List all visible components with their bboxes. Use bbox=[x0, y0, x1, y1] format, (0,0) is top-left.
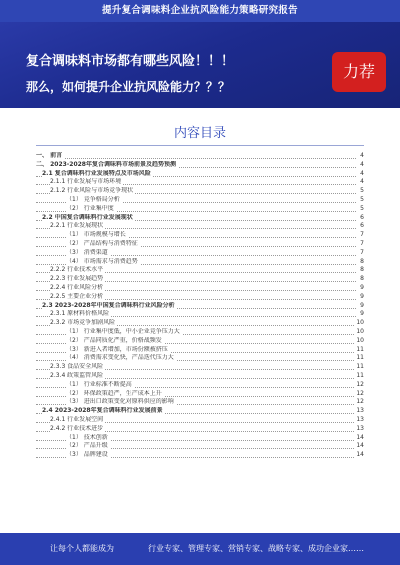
toc-entry-text: 2.3 2023-2028年中国复合调味料行业风险分析 bbox=[42, 301, 175, 309]
toc-entry-text: 2.4.1 行业发展空间 bbox=[50, 415, 104, 423]
toc-entry[interactable] bbox=[36, 214, 364, 223]
toc-entry-page: 13 bbox=[356, 407, 364, 415]
toc-entry-page: 7 bbox=[360, 239, 364, 247]
toc-entry-text: （2） 产品同质化严重，价格战频发 bbox=[66, 336, 162, 344]
toc-entry-page: 14 bbox=[356, 433, 364, 441]
toc-entry[interactable] bbox=[36, 310, 364, 319]
toc-entry-page: 11 bbox=[356, 354, 364, 362]
toc-entry-text: （3） 进出口政策变化对原料供应的影响 bbox=[66, 398, 174, 406]
toc-entry-text: 2.3.3 食品安全风险 bbox=[50, 363, 104, 371]
toc-entry-text: 一、 前言 bbox=[36, 152, 63, 159]
toc-entry-page: 13 bbox=[356, 424, 364, 432]
toc-entry-page: 9 bbox=[360, 292, 364, 300]
banner-question-strategy: 那么，如何提升企业抗风险能力？？？ bbox=[26, 80, 231, 94]
toc-entry-page: 11 bbox=[356, 371, 364, 379]
toc-entry-text: 2.4 2023-2028年复合调味料行业发展前景 bbox=[42, 407, 163, 415]
toc-entry-text: （2） 产品升级 bbox=[66, 442, 108, 450]
toc-entry-text: （2） 环保政策趋严，生产成本上升 bbox=[66, 389, 162, 397]
toc-leader-dots bbox=[36, 158, 356, 159]
toc-entry-text: 2.2 中国复合调味料行业发展现状 bbox=[42, 213, 133, 221]
toc-entry-text: 2.1.1 行业发展与市场环境 bbox=[50, 178, 122, 186]
table-of-contents bbox=[36, 152, 364, 460]
toc-entry[interactable] bbox=[36, 240, 364, 249]
toc-entry[interactable] bbox=[36, 178, 364, 187]
toc-entry[interactable] bbox=[36, 161, 364, 170]
toc-entry-page: 12 bbox=[356, 380, 364, 388]
toc-entry-page: 7 bbox=[360, 231, 364, 239]
toc-entry[interactable] bbox=[36, 381, 364, 390]
toc-entry-page: 5 bbox=[360, 204, 364, 212]
toc-entry[interactable] bbox=[36, 416, 364, 425]
toc-entry-text: （1） 行业集中度低，中小企业竞争压力大 bbox=[66, 327, 180, 335]
hero-banner bbox=[0, 22, 400, 108]
toc-entry-page: 14 bbox=[356, 451, 364, 459]
toc-entry-page: 7 bbox=[360, 248, 364, 256]
toc-entry[interactable] bbox=[36, 390, 364, 399]
toc-entry[interactable] bbox=[36, 170, 364, 179]
toc-entry-text: （4） 消费需求变化快，产品迭代压力大 bbox=[66, 354, 174, 362]
toc-entry[interactable] bbox=[36, 434, 364, 443]
toc-entry-page: 5 bbox=[360, 187, 364, 195]
toc-entry-text: （3） 消费渠道 bbox=[66, 248, 108, 256]
toc-entry-text: （1） 市场规模与增长 bbox=[66, 231, 126, 239]
toc-entry[interactable] bbox=[36, 337, 364, 346]
toc-entry-page: 8 bbox=[360, 257, 364, 265]
report-title-bar: 提升复合调味料企业抗风险能力策略研究报告 bbox=[0, 0, 400, 22]
toc-entry-page: 4 bbox=[360, 160, 364, 168]
toc-entry-text: （3） 品牌建设 bbox=[66, 451, 108, 459]
toc-entry-text: （1） 技术创新 bbox=[66, 433, 108, 441]
toc-entry-text: 2.1 复合调味料行业发展特点及市场风险 bbox=[42, 169, 151, 177]
toc-entry-page: 8 bbox=[360, 275, 364, 283]
toc-entry[interactable] bbox=[36, 363, 364, 372]
toc-entry-text: 2.4.2 行业技术进步 bbox=[50, 424, 104, 432]
toc-entry[interactable] bbox=[36, 328, 364, 337]
toc-entry[interactable] bbox=[36, 302, 364, 311]
footer-roles: 行业专家、管理专家、营销专家、战略专家、成功企业家…… bbox=[148, 544, 364, 553]
toc-entry-page: 14 bbox=[356, 442, 364, 450]
toc-entry-text: （2） 行业集中度 bbox=[66, 204, 114, 212]
toc-entry-text: 二、 2023-2028年复合调味料市场前景及趋势预测 bbox=[36, 160, 176, 168]
toc-entry-text: 2.2.3 行业发展趋势 bbox=[50, 275, 104, 283]
toc-entry-page: 4 bbox=[360, 152, 364, 159]
toc-entry-page: 11 bbox=[356, 363, 364, 371]
toc-entry[interactable] bbox=[36, 407, 364, 416]
footer-bar bbox=[0, 533, 400, 565]
toc-entry[interactable] bbox=[36, 354, 364, 363]
toc-entry-page: 12 bbox=[356, 398, 364, 406]
toc-entry[interactable] bbox=[36, 442, 364, 451]
toc-entry[interactable] bbox=[36, 372, 364, 381]
toc-entry[interactable] bbox=[36, 205, 364, 214]
toc-entry[interactable] bbox=[36, 196, 364, 205]
toc-entry[interactable] bbox=[36, 346, 364, 355]
toc-entry-page: 4 bbox=[360, 169, 364, 177]
toc-entry[interactable] bbox=[36, 231, 364, 240]
toc-entry[interactable] bbox=[36, 152, 364, 161]
toc-entry-text: 2.2.1 行业发展现状 bbox=[50, 222, 104, 230]
banner-question-risks: 复合调味料市场都有哪些风险！！！ bbox=[26, 54, 235, 69]
recommend-badge: 力荐 bbox=[332, 52, 386, 92]
toc-entry-text: 2.3.4 政策监管风险 bbox=[50, 371, 104, 379]
toc-entry-text: 2.2.4 行业风险分析 bbox=[50, 283, 104, 291]
toc-entry-text: （3） 新进入者增加，市场份额被挤压 bbox=[66, 345, 168, 353]
toc-entry-text: 2.3.2 市场竞争加剧风险 bbox=[50, 319, 116, 327]
toc-entry-text: （1） 竞争格局分析 bbox=[66, 195, 120, 203]
toc-entry[interactable] bbox=[36, 451, 364, 460]
toc-entry-page: 11 bbox=[356, 345, 364, 353]
toc-entry[interactable] bbox=[36, 425, 364, 434]
toc-entry-page: 6 bbox=[360, 213, 364, 221]
toc-entry-text: 2.3.1 原材料价格风险 bbox=[50, 310, 110, 318]
toc-entry-page: 8 bbox=[360, 266, 364, 274]
toc-entry[interactable] bbox=[36, 275, 364, 284]
toc-entry-text: （1） 行业标准不断提高 bbox=[66, 380, 132, 388]
toc-divider bbox=[36, 145, 364, 146]
toc-entry-text: 2.2.5 主要企业分析 bbox=[50, 292, 104, 300]
toc-entry[interactable] bbox=[36, 222, 364, 231]
toc-entry-page: 13 bbox=[356, 415, 364, 423]
toc-entry-page: 12 bbox=[356, 389, 364, 397]
toc-entry[interactable] bbox=[36, 284, 364, 293]
toc-title: 内容目录 bbox=[173, 126, 226, 141]
toc-entry-page: 10 bbox=[356, 336, 364, 344]
toc-entry-page: 5 bbox=[360, 195, 364, 203]
toc-entry[interactable] bbox=[36, 258, 364, 267]
toc-entry[interactable] bbox=[36, 293, 364, 302]
toc-entry-page: 9 bbox=[360, 283, 364, 291]
toc-entry-page: 9 bbox=[360, 301, 364, 309]
toc-entry[interactable] bbox=[36, 266, 364, 275]
toc-entry-page: 10 bbox=[356, 319, 364, 327]
toc-entry-text: 2.1.2 行业风险与市场竞争现状 bbox=[50, 187, 134, 195]
toc-entry-page: 10 bbox=[356, 327, 364, 335]
toc-entry-page: 4 bbox=[360, 178, 364, 186]
toc-entry[interactable] bbox=[36, 398, 364, 407]
toc-entry[interactable] bbox=[36, 319, 364, 328]
toc-entry-page: 9 bbox=[360, 310, 364, 318]
toc-entry[interactable] bbox=[36, 249, 364, 258]
toc-entry-page: 6 bbox=[360, 222, 364, 230]
toc-entry[interactable] bbox=[36, 187, 364, 196]
footer-slogan: 让每个人都能成为 bbox=[50, 544, 114, 553]
toc-entry-text: （4） 市场需求与消费趋势 bbox=[66, 257, 138, 265]
toc-entry-text: 2.2.2 行业技术水平 bbox=[50, 266, 104, 274]
toc-entry-text: （2） 产品结构与消费特征 bbox=[66, 239, 138, 247]
